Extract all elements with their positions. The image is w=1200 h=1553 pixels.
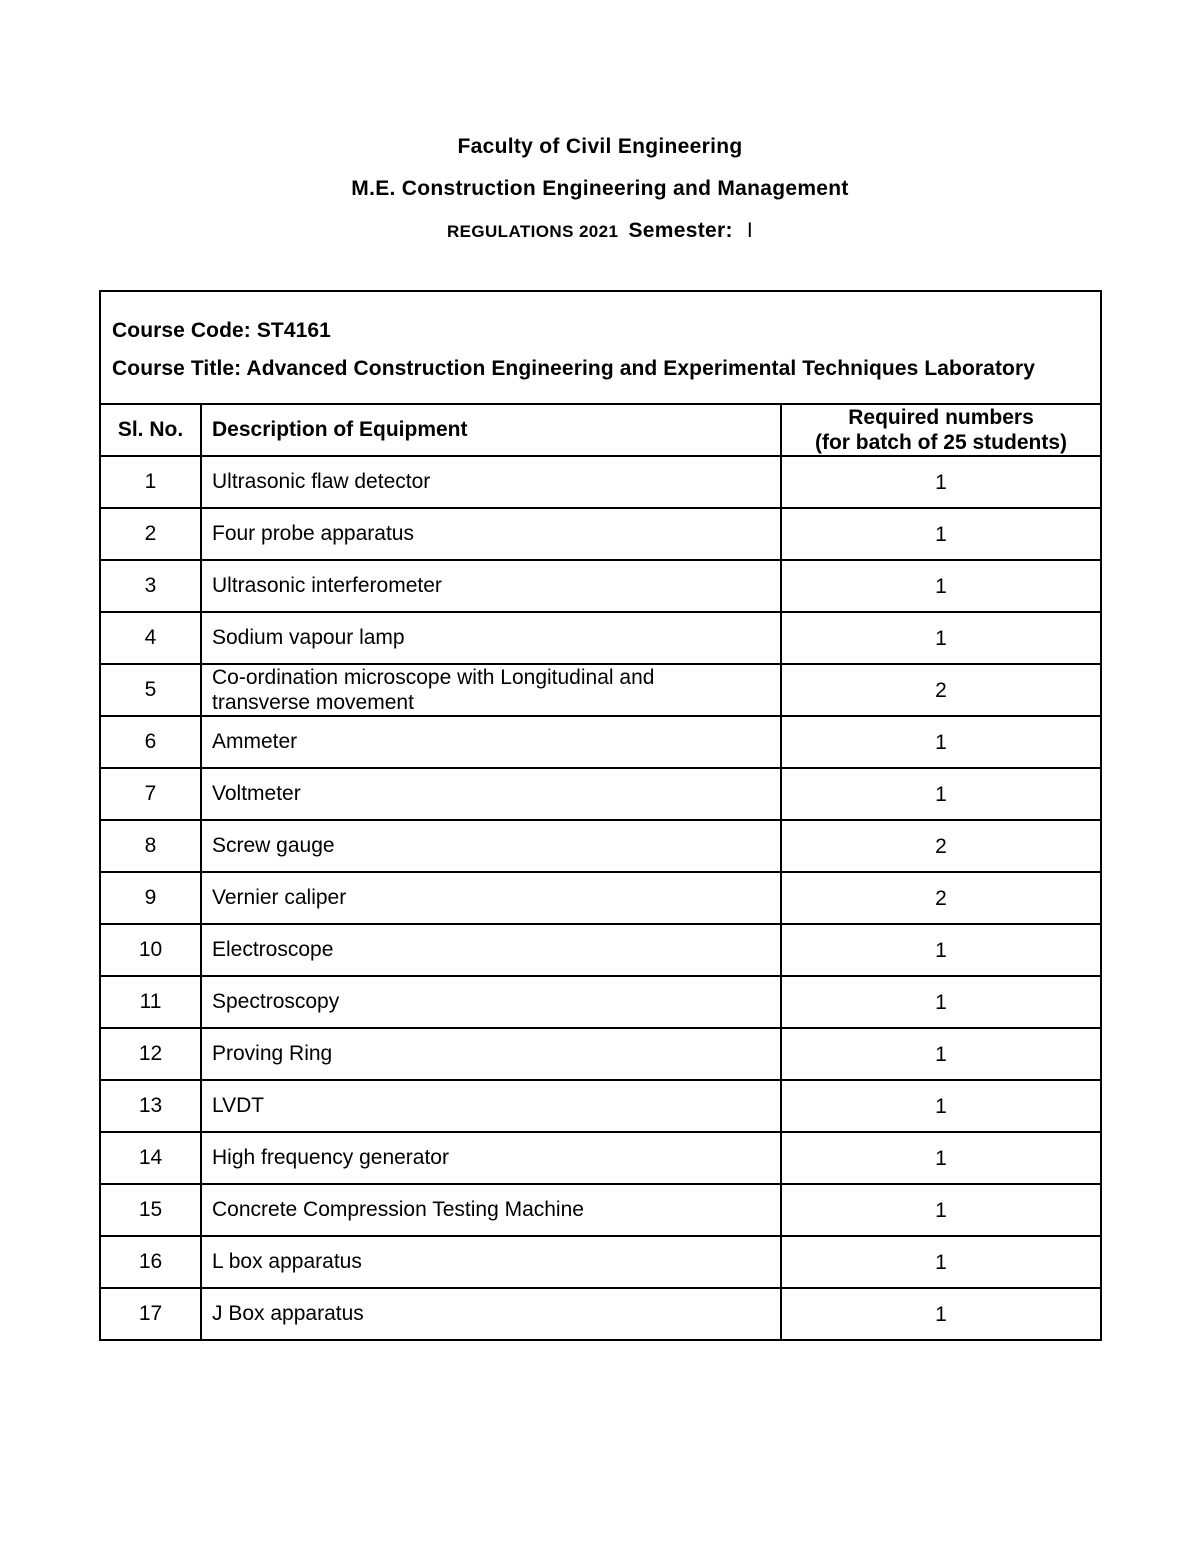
cell-description: Concrete Compression Testing Machine (201, 1184, 781, 1236)
table-row (100, 1288, 1101, 1340)
cell-quantity: 2 (781, 664, 1101, 716)
cell-description: Four probe apparatus (201, 508, 781, 560)
header-required-line1: Required numbers (848, 406, 1034, 429)
cell-quantity: 1 (781, 1080, 1101, 1132)
cell-quantity: 1 (781, 508, 1101, 560)
cell-quantity: 1 (781, 716, 1101, 768)
cell-sl-no: 2 (100, 508, 201, 560)
table-row (100, 768, 1101, 820)
cell-description: L box apparatus (201, 1236, 781, 1288)
course-code: Course Code: ST4161 (112, 318, 331, 342)
header-description: Description of Equipment (201, 404, 781, 456)
cell-description: Screw gauge (201, 820, 781, 872)
table-row (100, 1236, 1101, 1288)
header-required-numbers (781, 404, 1101, 456)
table-row (100, 1184, 1101, 1236)
table-row (100, 1132, 1101, 1184)
cell-sl-no: 15 (100, 1184, 201, 1236)
cell-description (201, 664, 781, 716)
semester-value: I (746, 219, 754, 242)
cell-description-line2: transverse movement (212, 691, 414, 714)
table-row (100, 924, 1101, 976)
cell-quantity: 1 (781, 560, 1101, 612)
cell-sl-no: 6 (100, 716, 201, 768)
course-title: Course Title: Advanced Construction Engineering and Experimental Techniques Laboratory (112, 356, 1036, 380)
cell-sl-no: 14 (100, 1132, 201, 1184)
faculty-title: Faculty of Civil Engineering (457, 135, 743, 158)
table-row (100, 664, 1101, 716)
cell-description: Voltmeter (201, 768, 781, 820)
cell-sl-no: 4 (100, 612, 201, 664)
cell-sl-no: 13 (100, 1080, 201, 1132)
cell-sl-no: 12 (100, 1028, 201, 1080)
cell-quantity: 1 (781, 1028, 1101, 1080)
cell-sl-no: 1 (100, 456, 201, 508)
cell-description: Electroscope (201, 924, 781, 976)
cell-quantity: 2 (781, 872, 1101, 924)
regulations-semester-line (0, 219, 1200, 243)
cell-description: Ultrasonic interferometer (201, 560, 781, 612)
table-row (100, 820, 1101, 872)
cell-sl-no: 16 (100, 1236, 201, 1288)
header-required-line2: (for batch of 25 students) (814, 431, 1067, 454)
cell-sl-no: 7 (100, 768, 201, 820)
course-info-cell (100, 291, 1101, 404)
cell-quantity: 1 (781, 1236, 1101, 1288)
cell-description: Ammeter (201, 716, 781, 768)
cell-description: Sodium vapour lamp (201, 612, 781, 664)
cell-sl-no: 11 (100, 976, 201, 1028)
semester-label: Semester: (628, 219, 733, 242)
table-row (100, 872, 1101, 924)
cell-quantity: 1 (781, 1184, 1101, 1236)
cell-sl-no: 5 (100, 664, 201, 716)
cell-sl-no: 10 (100, 924, 201, 976)
cell-description: High frequency generator (201, 1132, 781, 1184)
cell-description: Ultrasonic flaw detector (201, 456, 781, 508)
table-row (100, 612, 1101, 664)
course-info-row (100, 291, 1101, 404)
cell-quantity: 1 (781, 976, 1101, 1028)
cell-sl-no: 8 (100, 820, 201, 872)
cell-description: LVDT (201, 1080, 781, 1132)
table-row (100, 1080, 1101, 1132)
cell-quantity: 1 (781, 1288, 1101, 1340)
equipment-table (99, 290, 1102, 1341)
cell-sl-no: 3 (100, 560, 201, 612)
cell-quantity: 1 (781, 456, 1101, 508)
cell-quantity: 2 (781, 820, 1101, 872)
cell-description: Vernier caliper (201, 872, 781, 924)
table-row (100, 1028, 1101, 1080)
table-header-row (100, 404, 1101, 456)
cell-quantity: 1 (781, 612, 1101, 664)
cell-description: Spectroscopy (201, 976, 781, 1028)
programme-title: M.E. Construction Engineering and Management (351, 177, 849, 200)
cell-quantity: 1 (781, 768, 1101, 820)
cell-sl-no: 17 (100, 1288, 201, 1340)
header-sl-no: Sl. No. (100, 404, 201, 456)
table-row (100, 976, 1101, 1028)
cell-quantity: 1 (781, 924, 1101, 976)
table-row (100, 716, 1101, 768)
table-row (100, 560, 1101, 612)
cell-description: J Box apparatus (201, 1288, 781, 1340)
cell-description-line1: Co-ordination microscope with Longitudinal and (212, 666, 655, 689)
table-row (100, 508, 1101, 560)
cell-sl-no: 9 (100, 872, 201, 924)
cell-quantity: 1 (781, 1132, 1101, 1184)
regulations-label: REGULATIONS 2021 (446, 222, 619, 241)
table-row (100, 456, 1101, 508)
cell-description: Proving Ring (201, 1028, 781, 1080)
